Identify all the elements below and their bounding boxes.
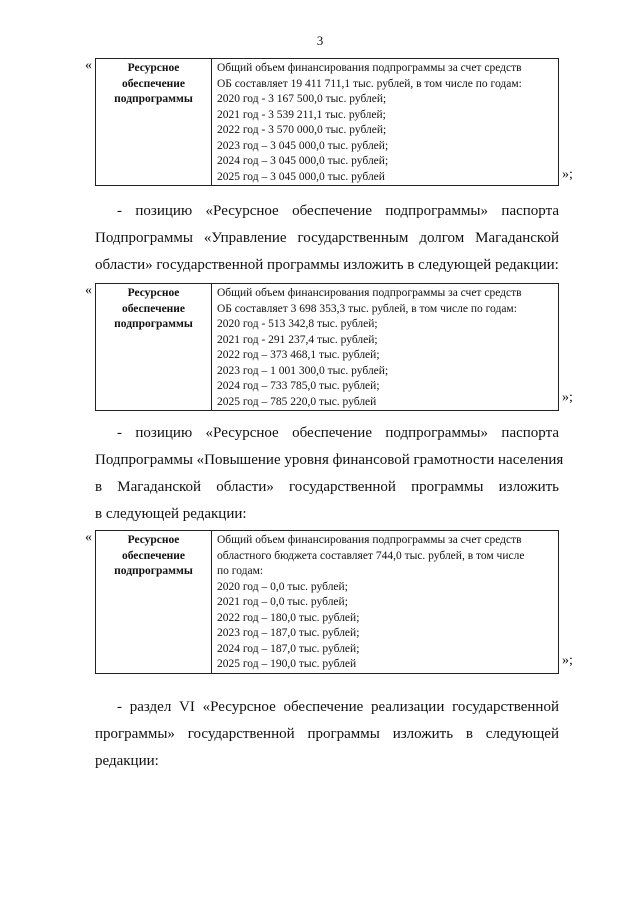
content-line: областного бюджета составляет 744,0 тыс. рублей, в том числе <box>217 549 525 562</box>
table-label-cell <box>96 59 212 186</box>
content-line: 2024 год – 3 045 000,0 тыс. рублей; <box>217 155 389 167</box>
opening-quote: « <box>85 58 92 73</box>
label-line: обеспечение <box>121 302 186 315</box>
label-line: подпрограммы <box>114 565 193 577</box>
paragraph-line: - позицию «Ресурсное обеспечение подпрограммы» паспорта <box>117 425 559 441</box>
content-line: 2020 год – 0,0 тыс. рублей; <box>217 580 348 593</box>
content-line: 2022 год – 180,0 тыс. рублей; <box>217 611 360 624</box>
label-line: Ресурсное <box>127 62 180 74</box>
table-content-cell <box>212 284 559 411</box>
paragraph-line: редакции: <box>95 753 159 769</box>
resource-table-1 <box>95 58 559 186</box>
content-line: 2024 год – 733 785,0 тыс. рублей; <box>217 380 380 392</box>
content-line: 2023 год – 1 001 300,0 тыс. рублей; <box>217 364 389 377</box>
label-line: обеспечение <box>121 549 186 562</box>
content-line: 2021 год - 291 237,4 тыс. рублей; <box>217 333 378 346</box>
closing-quote: »; <box>562 653 573 668</box>
content-line: ОБ составляет 19 411 711,1 тыс. рублей, в том числе по годам: <box>217 77 522 90</box>
table-content-cell <box>212 59 559 186</box>
label-line: Ресурсное <box>127 534 180 546</box>
content-line: 2023 год – 187,0 тыс. рублей; <box>217 627 360 639</box>
content-line: 2025 год – 3 045 000,0 тыс. рублей <box>217 170 385 183</box>
label-line: обеспечение <box>121 77 186 90</box>
content-line: 2025 год – 785 220,0 тыс. рублей <box>217 395 377 408</box>
resource-table-2 <box>95 283 559 411</box>
table-label-cell <box>96 531 212 674</box>
paragraph-3 <box>95 694 559 775</box>
table-content-cell <box>212 531 559 674</box>
paragraph-line: - позицию «Ресурсное обеспечение подпрограммы» паспорта <box>117 203 559 219</box>
paragraph-line: программы» государственной программы изложить в следующей <box>95 726 559 742</box>
content-line: по годам: <box>217 565 264 577</box>
page-number: 3 <box>316 33 324 48</box>
paragraph-line: - раздел VI «Ресурсное обеспечение реализации государственной <box>117 699 559 715</box>
content-line: Общий объем финансирования подпрограммы за счет средств <box>217 287 522 299</box>
opening-quote: « <box>85 530 92 545</box>
content-line: 2022 год - 3 570 000,0 тыс. рублей; <box>217 124 387 136</box>
content-line: Общий объем финансирования подпрограммы за счет средств <box>217 534 522 546</box>
label-line: подпрограммы <box>114 318 193 330</box>
paragraph-line: в следующей редакции: <box>95 506 247 522</box>
paragraph-2 <box>95 420 564 528</box>
content-line: 2025 год – 190,0 тыс. рублей <box>217 658 357 670</box>
content-line: 2021 год - 3 539 211,1 тыс. рублей; <box>217 108 386 121</box>
content-line: 2024 год – 187,0 тыс. рублей; <box>217 642 360 655</box>
resource-table-3 <box>95 530 559 674</box>
content-line: 2022 год – 373 468,1 тыс. рублей; <box>217 349 380 361</box>
paragraph-line: Подпрограммы «Повышение уровня финансовой грамотности населения <box>95 452 564 468</box>
content-line: 2020 год - 513 342,8 тыс. рублей; <box>217 318 378 330</box>
content-line: 2020 год - 3 167 500,0 тыс. рублей; <box>217 93 387 105</box>
content-line: 2023 год – 3 045 000,0 тыс. рублей; <box>217 139 389 152</box>
closing-quote: »; <box>562 390 573 405</box>
label-line: подпрограммы <box>114 93 193 105</box>
content-line: ОБ составляет 3 698 353,3 тыс. рублей, в том числе по годам: <box>217 302 517 315</box>
paragraph-1 <box>95 198 559 279</box>
opening-quote: « <box>85 283 92 298</box>
content-line: Общий объем финансирования подпрограммы за счет средств <box>217 62 522 74</box>
paragraph-line: в Магаданской области» государственной программы изложить <box>95 479 559 495</box>
paragraph-line: области» государственной программы изложить в следующей редакции: <box>95 257 559 273</box>
content-line: 2021 год – 0,0 тыс. рублей; <box>217 596 348 608</box>
closing-quote: »; <box>562 167 573 182</box>
label-line: Ресурсное <box>127 287 180 299</box>
table-label-cell <box>96 284 212 411</box>
paragraph-line: Подпрограммы «Управление государственным долгом Магаданской <box>95 230 559 246</box>
